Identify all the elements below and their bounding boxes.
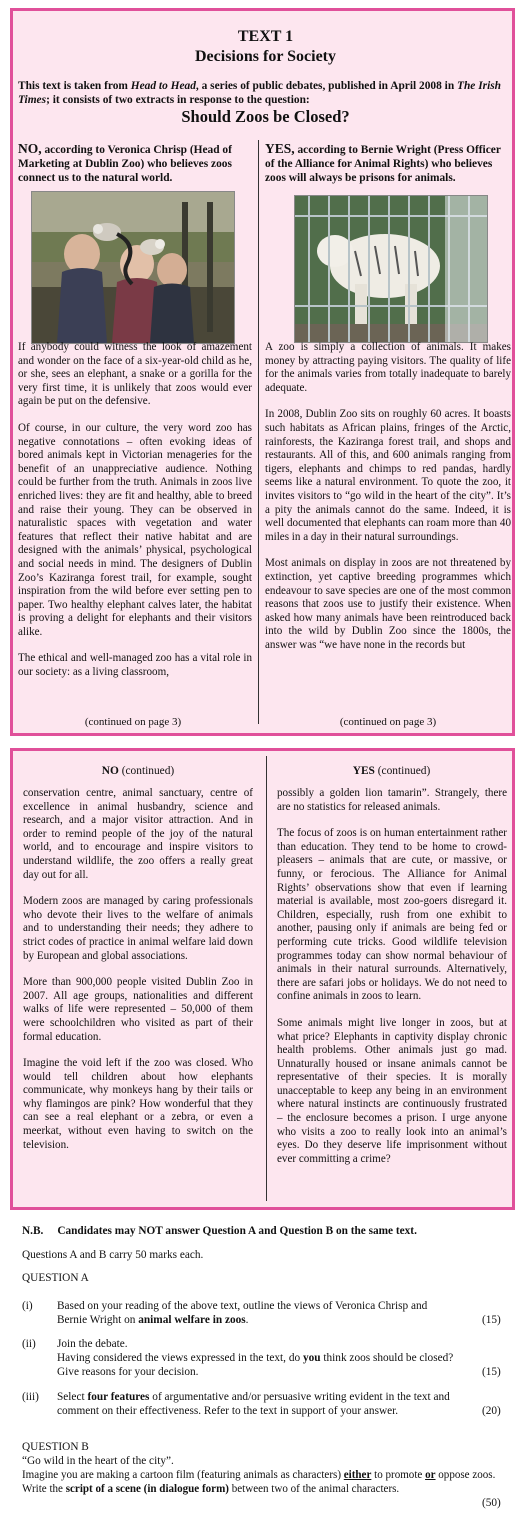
q1-text: [57, 1299, 442, 1327]
yes-continued-note: (continued on page 3): [339, 716, 437, 728]
qb-or: or: [425, 1469, 436, 1481]
q2-line-3: Give reasons for your decision.: [57, 1366, 199, 1378]
article-panel-page-3: [10, 748, 515, 1210]
q2-text-end: think zoos should be closed?: [320, 1352, 454, 1364]
nb-line: [22, 1224, 512, 1238]
text-label: TEXT 1: [237, 28, 294, 45]
question-b-text: [22, 1468, 520, 1496]
qb-marks: (50): [482, 1497, 501, 1509]
yes-body: [265, 341, 511, 665]
yes-byline-text: according to Bernie Wright (Press Officer of the Alliance for Animal Rights) who believes zoos will always be prisons for animals.: [265, 144, 501, 184]
marks-note: Questions A and B carry 50 marks each.: [22, 1249, 204, 1261]
caged-tiger-illustration: [295, 196, 487, 342]
q1-marks: (15): [482, 1314, 501, 1326]
no-cont-paragraph-2: Modern zoos are managed by caring professionals who devote their lives to the welfare of animals and to understanding their needs; they adhere to strict codes of practice in animal welfare laid down by European and global associations.: [23, 895, 253, 962]
newspaper-title: The Irish Times: [18, 80, 502, 106]
column-divider-continued: [266, 756, 267, 1201]
no-cont-paragraph-4: Imagine the void left if the zoo was closed. Who would tell children about how elephants communicate, why monkeys hang by their tails or why flamingos are pink? How wonderful that they can see a real elephant or a zebra, or even a meerkat, without even having to switch on the television.: [23, 1057, 253, 1151]
yes-paragraph-2: In 2008, Dublin Zoo sits on roughly 60 acres. It boasts such habitats as African plains, fringes of the Arctic, rainforests, the Kaziranga forest trail, and shops and restaurants. All of this, and 600 animals ranging from tigers, elephants and chimps to red pandas, hardly seems like a natural environment. To quote the zoo, it invites visitors to “go wild in the heart of the city”. It’s a pity the animals cannot do the same. Indeed, it is well documented that elephants can roam more than 40 miles in a day in their natural surroundings.: [265, 408, 511, 543]
yes-heading-label: YES: [352, 765, 375, 777]
q2-number: (ii): [22, 1338, 36, 1350]
question-b-quote: “Go wild in the heart of the city”.: [22, 1455, 174, 1467]
qb-text-end: between two of the animal characters.: [228, 1483, 400, 1495]
yes-paragraph-1: A zoo is simply a collection of animals. It makes money by attracting paying visitors. The quality of life for the animals varies from totally inadequate to barely adequate.: [265, 341, 511, 394]
qb-text-part: Imagine you are making a cartoon film (featuring animals as characters): [22, 1469, 344, 1481]
qb-bold: script of a scene (in dialogue form): [65, 1483, 229, 1495]
no-byline: [18, 142, 253, 185]
yes-lead: YES,: [265, 141, 295, 156]
no-cont-paragraph-3: More than 900,000 people visited Dublin Zoo in 2007. All age groups, nationalities and different walks of life were represented – 50,000 of them were schoolchildren who visited as part of their formal education.: [23, 976, 253, 1043]
caged-tiger-photo: [294, 195, 488, 343]
q1-text-part: Based on your reading of the above text, outline the views of Veronica Chrisp and Bernie Wright on: [57, 1300, 428, 1326]
yes-byline: [265, 142, 511, 185]
children-lemurs-photo: [31, 191, 235, 344]
yes-continued-body: [277, 787, 507, 1179]
nb-text: Candidates may NOT answer Question A and Question B on the same text.: [57, 1225, 417, 1237]
q2-text: [57, 1337, 487, 1379]
question-a-heading: QUESTION A: [22, 1272, 89, 1284]
no-heading-suffix: (continued): [118, 765, 175, 777]
intro-part: ; it consists of two extracts in response to the question:: [46, 94, 310, 106]
no-paragraph-1: If anybody could witness the look of amazement and wonder on the face of a six-year-old child as he, or she, sees an elephant, a snake or a gorilla for the very first time, it is unlikely that zoos would ever again be put on the defensive.: [18, 341, 252, 408]
no-paragraph-3: The ethical and well-managed zoo has a vital role in our society: as a living classroom,: [18, 652, 252, 679]
q3-text: [57, 1390, 477, 1418]
qb-either: either: [343, 1469, 372, 1481]
no-continued-body: [23, 787, 253, 1165]
q1-number: (i): [22, 1300, 33, 1312]
debate-question: Should Zoos be Closed?: [181, 107, 350, 126]
book-title: Head to Head: [130, 80, 196, 92]
yes-cont-paragraph-3: Some animals might live longer in zoos, but at what price? Elephants in captivity display chronic health problems. Other animals just go mad. Unnaturally housed or insane animals cannot be representative of their species. It is morally unacceptable to keep any being in an environment where natural instincts are continuously frustrated – the enclosure becomes a prison. I urge anyone who visits a zoo to really look into an animal’s eyes. Do they deserve life imprisonment without ever committing a crime?: [277, 1016, 507, 1165]
no-byline-text: according to Veronica Chrisp (Head of Marketing at Dublin Zoo) who believes zoos connect us to the natural world.: [18, 144, 232, 184]
article-title: Decisions for Society: [194, 48, 336, 65]
no-continued-heading: [18, 765, 258, 777]
q2-bold: you: [302, 1352, 321, 1364]
yes-cont-paragraph-2: The focus of zoos is on human entertainment rather than education. They tend to be home to crowd-pleasers – animals that are cute, or massive, or funny, or ferocious. The Alliance for Animal Rights’ observations show that even if learning material is available, most zoo-goers disregard it. Children, especially, rush from one exhibit to another, pausing only if animals are being fed or performing cute tricks. Good wildlife television programmes today can show normal behaviour of animals in their natural surrounds. Alternatively, there are safari jobs or holidays. We do not need to confine animals in zoos to learn.: [277, 827, 507, 1003]
q3-bold: four features: [87, 1391, 150, 1403]
q2-text-part: Having considered the views expressed in the text, do: [57, 1352, 303, 1364]
no-heading-label: NO: [101, 765, 119, 777]
q3-marks: (20): [482, 1405, 501, 1417]
no-cont-paragraph-1: conservation centre, animal sanctuary, centre of excellence in animal husbandry, science and research, and a major visitor attraction. And in order to remind people of the joy of the natural world, and to encourage and inspire visitors to understand wildlife, the zoo offers a really great day out for all.: [23, 787, 253, 881]
q2-line-1: Join the debate.: [57, 1338, 128, 1350]
article-panel-page-1: [10, 8, 515, 736]
yes-continued-heading: [274, 765, 509, 777]
yes-cont-paragraph-1: possibly a golden lion tamarin”. Strangely, there are no statistics for released animals.: [277, 787, 507, 813]
q3-number: (iii): [22, 1391, 39, 1403]
no-lead: NO,: [18, 141, 42, 156]
q3-text-end: of argumentative and/or persuasive writing evident in the text and comment on their effectiveness. Refer to the text in support of your answer.: [57, 1391, 450, 1417]
column-divider: [258, 140, 259, 724]
children-lemurs-illustration: [32, 192, 234, 343]
qb-text-part-2: to promote: [371, 1469, 426, 1481]
q3-text-part: Select: [57, 1391, 88, 1403]
q2-marks: (15): [482, 1366, 501, 1378]
no-continued-note: (continued on page 3): [84, 716, 182, 728]
q1-text-end: .: [245, 1314, 249, 1326]
intro-part: , a series of public debates, published in April 2008 in: [195, 80, 458, 92]
yes-paragraph-3: Most animals on display in zoos are not threatened by extinction, yet captive breeding programmes which endeavour to save species are one of the most common reasons that zoos use to justify their existence. When asked how many animals have been reintroduced back into the wild by Dublin Zoo since the 1800s, the answer was “we have none in the records but: [265, 557, 511, 651]
intro-text: [18, 79, 511, 107]
q1-bold: animal welfare in zoos: [138, 1314, 246, 1326]
intro-part: This text is taken from: [18, 80, 131, 92]
q2-line-2: [57, 1351, 487, 1365]
question-b-heading: QUESTION B: [22, 1441, 89, 1453]
nb-label: N.B.: [22, 1225, 44, 1237]
yes-heading-suffix: (continued): [374, 765, 431, 777]
no-body: [18, 341, 252, 693]
qb-text-part-3: oppose zoos. Write the: [22, 1469, 496, 1495]
no-paragraph-2: Of course, in our culture, the very word zoo has negative connotations – often evoking ideas of bored animals kept in Victorian menageries for the benefit of an unappreciative audience. Nothing could be further from the truth. Animals in zoos live enriched lives: they are fit and healthy, able to breed and raise their young. They can be observed in naturalistic spaces with vegetation and water features that reflect their native habitat and are designed with the animals’ physical, psychological and social needs in mind. The designers of Dublin Zoo’s Kaziranga forest trail, for example, sought inspiration from the wild before ever setting pen to paper. Two healthy elephant calves later, the habitat is proving a delight for elephants and their visitors alike.: [18, 421, 252, 638]
